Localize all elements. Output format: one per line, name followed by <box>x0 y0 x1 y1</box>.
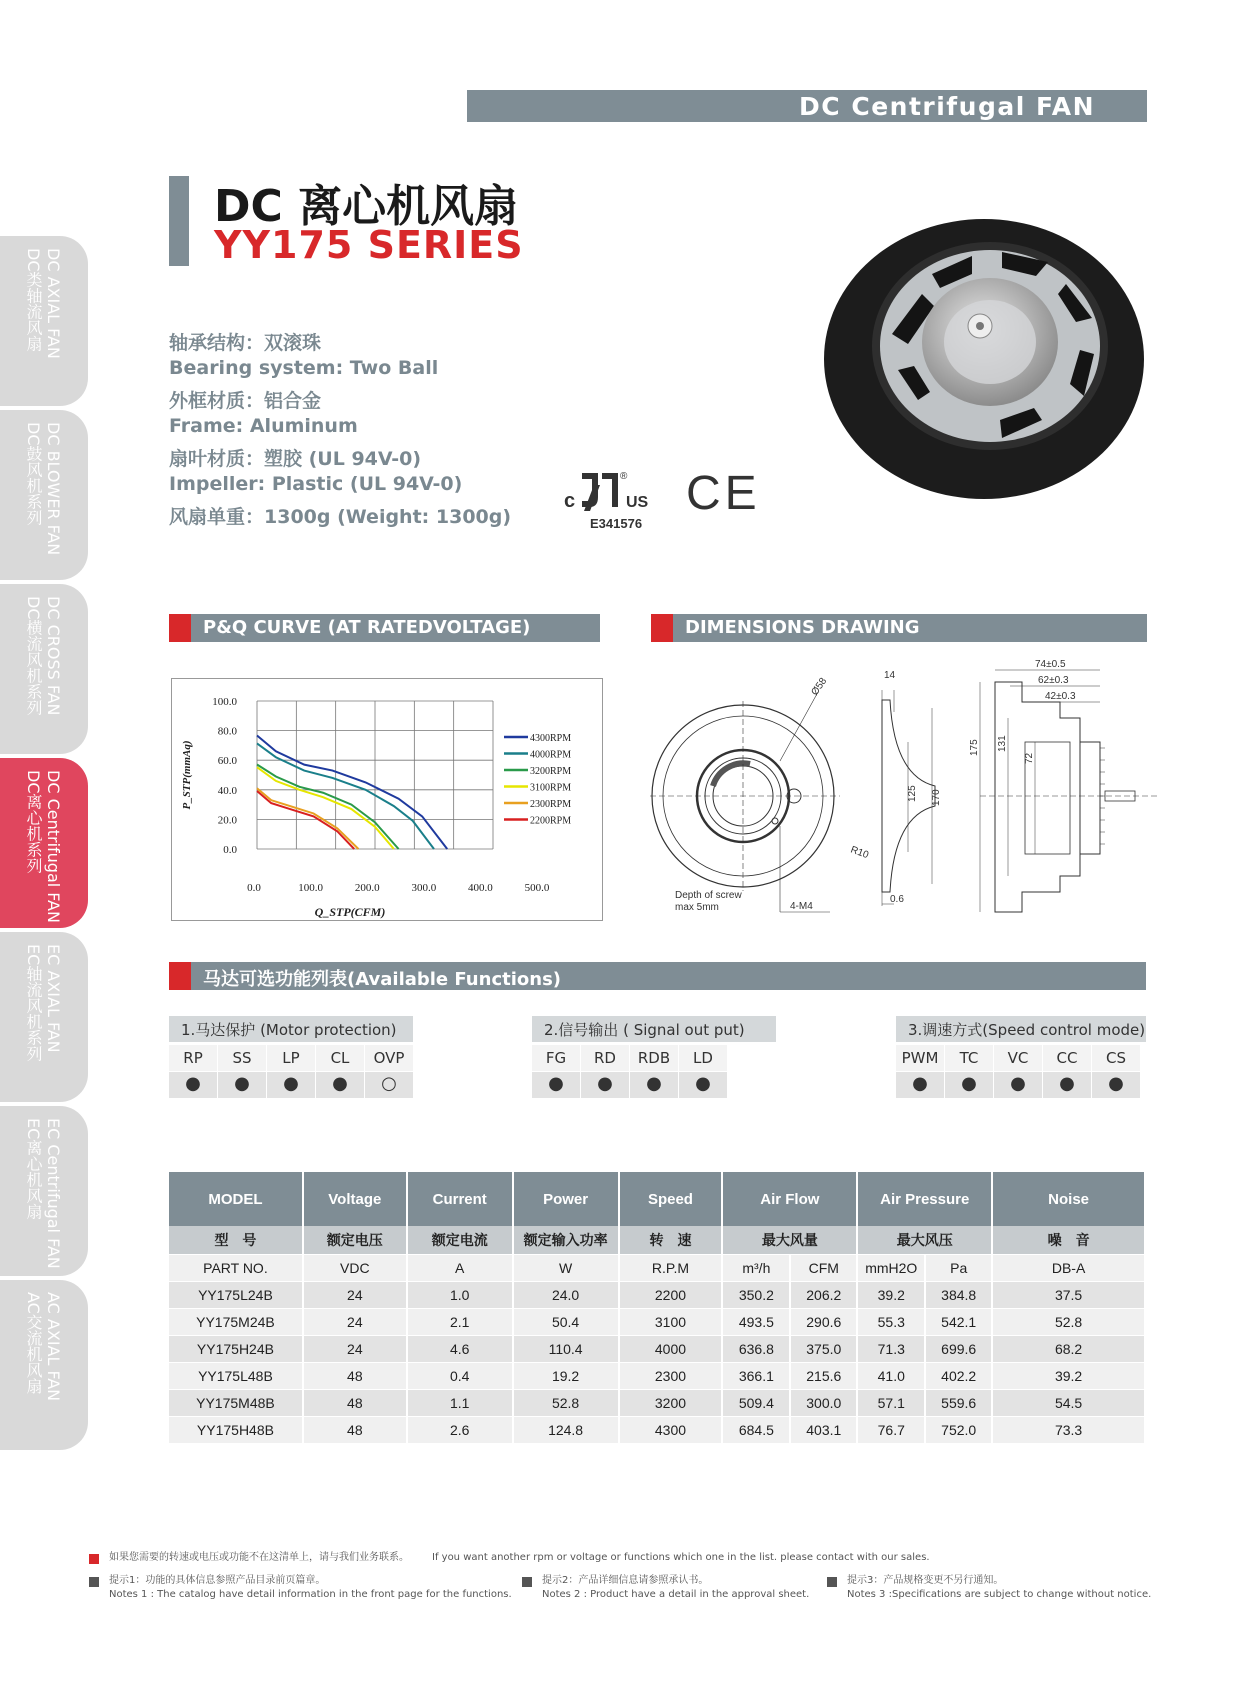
table-cell: 3200 <box>619 1389 723 1416</box>
side-tab-ec-axial[interactable] <box>0 932 88 1102</box>
title-accent-bar <box>169 176 189 266</box>
side-tab-label-en: EC AXIAL FAN <box>44 944 63 1053</box>
dim-74: 74±0.5 <box>1035 659 1066 670</box>
ul-file-number: E341576 <box>590 516 643 531</box>
side-tab-label-en: DC AXIAL FAN <box>44 248 63 359</box>
side-tab-dc-blower[interactable] <box>0 410 88 580</box>
function-mark: ● <box>1043 1072 1091 1098</box>
dim-72: 72 <box>1024 752 1035 764</box>
side-tab-label-cn: DC鼓风机系列 <box>24 422 43 526</box>
dim-170: 170 <box>931 789 942 806</box>
note-marker <box>522 1577 532 1587</box>
chart-series-line <box>257 743 434 849</box>
pq-chart <box>172 679 602 920</box>
page-title: DC 离心机风扇 <box>214 181 519 232</box>
dim-62: 62±0.3 <box>1038 675 1069 686</box>
chart-legend-label: 2200RPM <box>530 815 572 827</box>
ul-registered-mark: ® <box>620 471 628 482</box>
chart-legend-label: 3200RPM <box>530 766 572 777</box>
chart-x-label: Q_STP(CFM) <box>314 905 386 919</box>
dimensions-drawing <box>650 656 1160 921</box>
function-label: LP <box>267 1045 315 1071</box>
chart-x-tick: 0.0 <box>247 882 261 894</box>
table-cell: 2.6 <box>407 1416 513 1443</box>
unit-cell: mmH2O <box>857 1254 925 1281</box>
unit-cell: m³/h <box>722 1254 790 1281</box>
function-label: CL <box>316 1045 364 1071</box>
function-label: OVP <box>365 1045 413 1071</box>
table-row <box>169 1416 1145 1443</box>
dim-42: 42±0.3 <box>1045 691 1076 702</box>
table-cell: 4300 <box>619 1416 723 1443</box>
chart-y-tick: 20.0 <box>217 814 237 827</box>
table-cell: 73.3 <box>992 1416 1145 1443</box>
functions-section-bar <box>169 962 1146 990</box>
col-airpressure: Air Pressure <box>857 1172 992 1226</box>
table-cell: 24.0 <box>513 1281 619 1308</box>
table-cell: 509.4 <box>722 1389 790 1416</box>
table-cell: 50.4 <box>513 1308 619 1335</box>
chart-series-line <box>257 767 394 849</box>
table-cell: 71.3 <box>857 1335 925 1362</box>
table-cell: YY175H48B <box>169 1416 303 1443</box>
col-speed-cn: 转 速 <box>619 1226 723 1254</box>
function-label: RDB <box>630 1045 678 1071</box>
dimensions-section-bar <box>651 614 1147 642</box>
table-cell: 24 <box>303 1281 407 1308</box>
table-cell: 41.0 <box>857 1362 925 1389</box>
side-tab-label-en: DC Centrifugal FAN <box>44 770 63 923</box>
col-model-cn: 型 号 <box>169 1226 303 1254</box>
chart-y-tick: 40.0 <box>217 784 237 797</box>
table-cell: 39.2 <box>857 1281 925 1308</box>
unit-cell: R.P.M <box>619 1254 723 1281</box>
table-cell: 636.8 <box>722 1335 790 1362</box>
certification-logos <box>564 465 764 517</box>
function-label: CS <box>1092 1045 1140 1071</box>
table-cell: 402.2 <box>925 1362 992 1389</box>
ul-c-mark: c <box>564 490 576 512</box>
dim-175: 175 <box>969 739 980 756</box>
note-marker <box>89 1577 99 1587</box>
side-tab-label-cn: DC离心机系列 <box>24 770 43 874</box>
table-cell: 24 <box>303 1335 407 1362</box>
side-tab-dc-axial[interactable] <box>0 236 88 406</box>
function-mark: ● <box>630 1072 678 1098</box>
table-cell: 684.5 <box>722 1416 790 1443</box>
side-tab-label-en: EC Centrifugal FAN <box>44 1118 63 1269</box>
table-cell: 1.1 <box>407 1389 513 1416</box>
table-cell: YY175M24B <box>169 1308 303 1335</box>
col-power: Power <box>513 1172 619 1226</box>
note-main-cn: 如果您需要的转速或电压或功能不在这清单上，请与我们业务联系。 <box>109 1552 409 1563</box>
side-tab-label-cn: EC轴流风机系列 <box>24 944 43 1062</box>
function-group-signal-output: 2.信号输出 ( Signal out put) <box>532 1016 776 1042</box>
side-tab-label-cn: AC交流机风扇 <box>24 1292 43 1394</box>
function-mark: ● <box>679 1072 727 1098</box>
table-cell: 384.8 <box>925 1281 992 1308</box>
chart-series-line <box>257 788 358 849</box>
side-tab-ec-centrifugal[interactable] <box>0 1106 88 1276</box>
header-banner-text: DC Centrifugal FAN <box>799 92 1095 121</box>
spec-bearing-cn: 轴承结构：双滚珠 <box>169 332 322 354</box>
side-tab-dc-cross[interactable] <box>0 584 88 754</box>
ul-us-mark: US <box>626 494 649 511</box>
table-cell: YY175L48B <box>169 1362 303 1389</box>
function-label: TC <box>945 1045 993 1071</box>
table-cell: 55.3 <box>857 1308 925 1335</box>
table-cell: 350.2 <box>722 1281 790 1308</box>
chart-y-tick: 80.0 <box>217 725 237 738</box>
table-cell: 0.4 <box>407 1362 513 1389</box>
series-title: YY175 SERIES <box>214 223 524 267</box>
function-label: VC <box>994 1045 1042 1071</box>
note-marker-red <box>89 1554 99 1564</box>
table-cell: 24 <box>303 1308 407 1335</box>
table-cell: 403.1 <box>790 1416 857 1443</box>
col-speed: Speed <box>619 1172 723 1226</box>
chart-x-tick: 300.0 <box>411 882 437 894</box>
unit-cell: A <box>407 1254 513 1281</box>
table-cell: 752.0 <box>925 1416 992 1443</box>
pq-chart-frame <box>171 678 603 921</box>
side-tab-dc-centrifugal[interactable] <box>0 758 88 928</box>
table-cell: 375.0 <box>790 1335 857 1362</box>
side-tab-ac-axial[interactable] <box>0 1280 88 1450</box>
unit-cell: W <box>513 1254 619 1281</box>
col-airpressure-cn: 最大风压 <box>857 1226 992 1254</box>
table-cell: 1.0 <box>407 1281 513 1308</box>
function-group-motor-protection: 1.马达保护 (Motor protection) <box>169 1016 413 1042</box>
col-current: Current <box>407 1172 513 1226</box>
table-row <box>169 1335 1145 1362</box>
table-cell: 54.5 <box>992 1389 1145 1416</box>
function-mark: ● <box>1092 1072 1140 1098</box>
table-cell: 76.7 <box>857 1416 925 1443</box>
table-cell: 52.8 <box>513 1389 619 1416</box>
table-cell: YY175M48B <box>169 1389 303 1416</box>
chart-x-tick: 500.0 <box>524 882 550 894</box>
function-mark: ○ <box>365 1072 413 1098</box>
spec-table <box>169 1172 1146 1444</box>
chart-y-label: P_STP(mmAq) <box>181 740 193 810</box>
chart-legend-label: 2300RPM <box>530 799 572 810</box>
col-noise-cn: 噪 音 <box>992 1226 1145 1254</box>
table-cell: 48 <box>303 1416 407 1443</box>
ce-mark: CE <box>686 467 761 517</box>
dim-screw-max: max 5mm <box>675 902 719 913</box>
function-label: PWM <box>896 1045 944 1071</box>
function-mark: ● <box>945 1072 993 1098</box>
function-label: SS <box>218 1045 266 1071</box>
table-cell: 559.6 <box>925 1389 992 1416</box>
table-cell: 493.5 <box>722 1308 790 1335</box>
function-mark: ● <box>267 1072 315 1098</box>
col-model: MODEL <box>169 1172 303 1226</box>
note-3-cn: 提示3：产品规格变更不另行通知。 <box>847 1575 1004 1586</box>
function-mark: ● <box>994 1072 1042 1098</box>
table-cell: 2300 <box>619 1362 723 1389</box>
table-cell: 2.1 <box>407 1308 513 1335</box>
note-3-en: Notes 3 :Specifications are subject to change without notice. <box>847 1589 1152 1600</box>
note-1-cn: 提示1：功能的具体信息参照产品目录前页篇章。 <box>109 1575 326 1586</box>
function-label: FG <box>532 1045 580 1071</box>
table-cell: 3100 <box>619 1308 723 1335</box>
chart-y-tick: 60.0 <box>217 755 237 768</box>
chart-x-tick: 200.0 <box>354 882 380 894</box>
side-tab-label-en: DC CROSS FAN <box>44 596 63 716</box>
table-row <box>169 1362 1145 1389</box>
table-row <box>169 1308 1145 1335</box>
table-cell: 124.8 <box>513 1416 619 1443</box>
col-voltage-cn: 额定电压 <box>303 1226 407 1254</box>
table-cell: 110.4 <box>513 1335 619 1362</box>
table-cell: YY175L24B <box>169 1281 303 1308</box>
side-tab-label-cn: DC横流风机系列 <box>24 596 43 716</box>
dim-125: 125 <box>907 785 918 802</box>
function-group-speed-control: 3.调速方式(Speed control mode) <box>896 1016 1146 1042</box>
col-noise: Noise <box>992 1172 1145 1226</box>
side-tab-label-cn: DC类轴流风扇 <box>24 248 43 352</box>
dim-r10: R10 <box>848 844 870 862</box>
col-airflow: Air Flow <box>722 1172 857 1226</box>
note-2-cn: 提示2：产品详细信息请参照承认书。 <box>542 1575 709 1586</box>
table-cell: 366.1 <box>722 1362 790 1389</box>
chart-x-tick: 100.0 <box>298 882 323 894</box>
table-row <box>169 1389 1145 1416</box>
table-cell: YY175H24B <box>169 1335 303 1362</box>
function-mark: ● <box>896 1072 944 1098</box>
dim-m4: 4-M4 <box>790 901 813 912</box>
side-tab-label-cn: EC离心机风扇 <box>24 1118 43 1220</box>
chart-series-line <box>257 735 447 849</box>
dim-131: 131 <box>997 735 1008 752</box>
function-mark: ● <box>169 1072 217 1098</box>
note-marker <box>827 1577 837 1587</box>
function-mark: ● <box>581 1072 629 1098</box>
header-banner <box>467 90 1147 122</box>
spec-frame-cn: 外框材质：铝合金 <box>169 390 322 412</box>
table-cell: 37.5 <box>992 1281 1145 1308</box>
note-main-en: If you want another rpm or voltage or functions which one in the list. please contact with our sales. <box>432 1552 930 1563</box>
table-cell: 542.1 <box>925 1308 992 1335</box>
function-mark: ● <box>218 1072 266 1098</box>
spec-weight: 风扇单重：1300g (Weight: 1300g) <box>169 506 512 528</box>
table-cell: 4.6 <box>407 1335 513 1362</box>
units-row <box>169 1254 1145 1281</box>
side-tab-label-en: DC BLOWER FAN <box>44 422 63 556</box>
note-2-en: Notes 2 : Product have a detail in the approval sheet. <box>542 1589 810 1600</box>
unit-cell: DB-A <box>992 1254 1145 1281</box>
chart-y-tick: 100.0 <box>212 696 237 708</box>
dim-0-6: 0.6 <box>890 894 904 905</box>
table-cell: 39.2 <box>992 1362 1145 1389</box>
unit-cell: Pa <box>925 1254 992 1281</box>
table-row <box>169 1281 1145 1308</box>
spec-bearing-en: Bearing system: Two Ball <box>169 357 439 379</box>
table-cell: 2200 <box>619 1281 723 1308</box>
chart-y-tick: 0.0 <box>223 844 237 856</box>
note-1-en: Notes 1 : The catalog have detail information in the front page for the functions. <box>109 1589 512 1600</box>
col-airflow-cn: 最大风量 <box>722 1226 857 1254</box>
table-cell: 4000 <box>619 1335 723 1362</box>
dimensions-title: DIMENSIONS DRAWING <box>685 617 920 638</box>
pq-curve-section-bar <box>169 614 600 642</box>
table-cell: 206.2 <box>790 1281 857 1308</box>
function-label: RP <box>169 1045 217 1071</box>
col-voltage: Voltage <box>303 1172 407 1226</box>
chart-legend-label: 3100RPM <box>530 782 572 794</box>
unit-cell: PART NO. <box>169 1254 303 1281</box>
chart-legend-label: 4300RPM <box>530 733 572 744</box>
dim-diameter-58: Ø58 <box>809 675 830 698</box>
dim-14: 14 <box>884 670 896 681</box>
table-cell: 48 <box>303 1389 407 1416</box>
chart-legend-label: 4000RPM <box>530 749 572 761</box>
table-cell: 57.1 <box>857 1389 925 1416</box>
unit-cell: VDC <box>303 1254 407 1281</box>
col-power-cn: 额定输入功率 <box>513 1226 619 1254</box>
table-cell: 48 <box>303 1362 407 1389</box>
table-cell: 19.2 <box>513 1362 619 1389</box>
col-current-cn: 额定电流 <box>407 1226 513 1254</box>
function-label: CC <box>1043 1045 1091 1071</box>
fan-product-image <box>822 214 1146 504</box>
function-mark: ● <box>532 1072 580 1098</box>
table-cell: 52.8 <box>992 1308 1145 1335</box>
spec-frame-en: Frame: Aluminum <box>169 415 358 437</box>
spec-impeller-cn: 扇叶材质：塑胶 (UL 94V-0) <box>169 448 422 470</box>
function-mark: ● <box>316 1072 364 1098</box>
function-label: RD <box>581 1045 629 1071</box>
pq-curve-title: P&Q CURVE (AT RATEDVOLTAGE) <box>203 617 531 638</box>
functions-title: 马达可选功能列表(Available Functions) <box>203 969 562 990</box>
chart-x-tick: 400.0 <box>468 882 493 894</box>
table-cell: 68.2 <box>992 1335 1145 1362</box>
table-cell: 699.6 <box>925 1335 992 1362</box>
table-cell: 300.0 <box>790 1389 857 1416</box>
side-tab-label-en: AC AXIAL FAN <box>44 1292 63 1402</box>
unit-cell: CFM <box>790 1254 857 1281</box>
dim-screw-depth: Depth of screw <box>675 890 742 901</box>
function-label: LD <box>679 1045 727 1071</box>
table-cell: 290.6 <box>790 1308 857 1335</box>
spec-impeller-en: Impeller: Plastic (UL 94V-0) <box>169 473 463 495</box>
table-cell: 215.6 <box>790 1362 857 1389</box>
